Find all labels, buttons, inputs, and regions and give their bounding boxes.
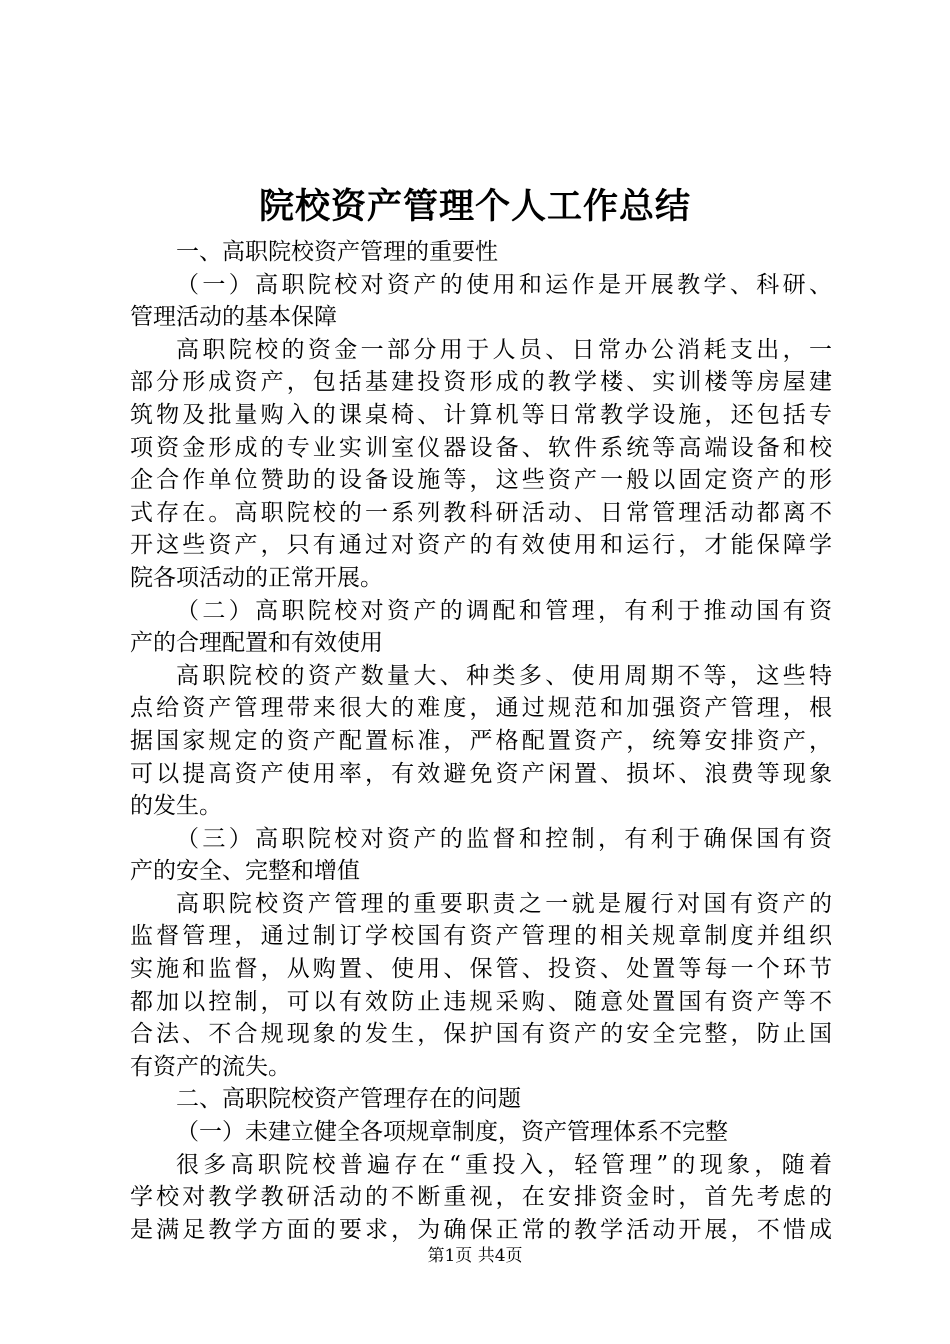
body-line: 产的合理配置和有效使用 [130,630,383,657]
body-line: 点给资产管理带来很大的难度，通过规范和加强资产管理，根 [130,695,832,722]
body-line: 开这些资产，只有通过对资产的有效使用和运行，才能保障学 [130,532,832,559]
body-line: 管理活动的基本保障 [130,304,337,331]
body-line: 的发生。 [130,793,222,820]
document-title: 院校资产管理个人工作总结 [258,186,691,227]
body-line: （一）高职院校对资产的使用和运作是开展教学、科研、 [176,271,832,298]
body-line: 部分形成资产，包括基建投资形成的教学楼、实训楼等房屋建 [130,369,832,396]
page-footer: 第1页 共4页 [427,1246,523,1266]
body-line: 企合作单位赞助的设备设施等，这些资产一般以固定资产的形 [130,467,832,494]
body-line: 据国家规定的资产配置标准，严格配置资产，统筹安排资产， [130,727,832,754]
body-line: 实施和监督，从购置、使用、保管、投资、处置等每一个环节 [130,956,832,983]
body-line: 可以提高资产使用率，有效避免资产闲置、损坏、浪费等现象 [130,760,832,787]
body-line: 合法、不合规现象的发生，保护国有资产的安全完整，防止国 [130,1021,832,1048]
body-line: 高职院校资产管理的重要职责之一就是履行对国有资产的 [176,890,832,917]
document-body [130,236,832,1246]
body-line: 高职院校的资产数量大、种类多、使用周期不等，这些特 [176,662,832,689]
body-line: 产的安全、完整和增值 [130,858,360,885]
body-line: （三）高职院校对资产的监督和控制，有利于确保国有资 [176,825,832,852]
body-line: 一、高职院校资产管理的重要性 [176,239,498,265]
body-line: 二、高职院校资产管理存在的问题 [176,1086,521,1113]
body-line: 式存在。高职院校的一系列教科研活动、日常管理活动都离不 [130,499,832,526]
body-line: 项资金形成的专业实训室仪器设备、软件系统等高端设备和校 [130,434,832,461]
body-line: （一）未建立健全各项规章制度，资产管理体系不完整 [176,1119,728,1146]
body-line: 院各项活动的正常开展。 [130,564,383,591]
body-line: 都加以控制，可以有效防止违规采购、随意处置国有资产等不 [130,988,832,1015]
body-line: 很多高职院校普遍存在“重投入，轻管理”的现象，随着 [176,1151,832,1178]
body-line: 学校对教学教研活动的不断重视，在安排资金时，首先考虑的 [130,1184,832,1211]
body-line: （二）高职院校对资产的调配和管理，有利于推动国有资 [176,597,832,624]
body-line: 筑物及批量购入的课桌椅、计算机等日常教学设施，还包括专 [130,401,832,428]
body-line: 高职院校的资金一部分用于人员、日常办公消耗支出，一 [176,336,832,363]
body-line: 是满足教学方面的要求，为确保正常的教学活动开展，不惜成 [130,1216,832,1243]
body-line: 有资产的流失。 [130,1053,291,1080]
body-line: 监督管理，通过制订学校国有资产管理的相关规章制度并组织 [130,923,832,950]
